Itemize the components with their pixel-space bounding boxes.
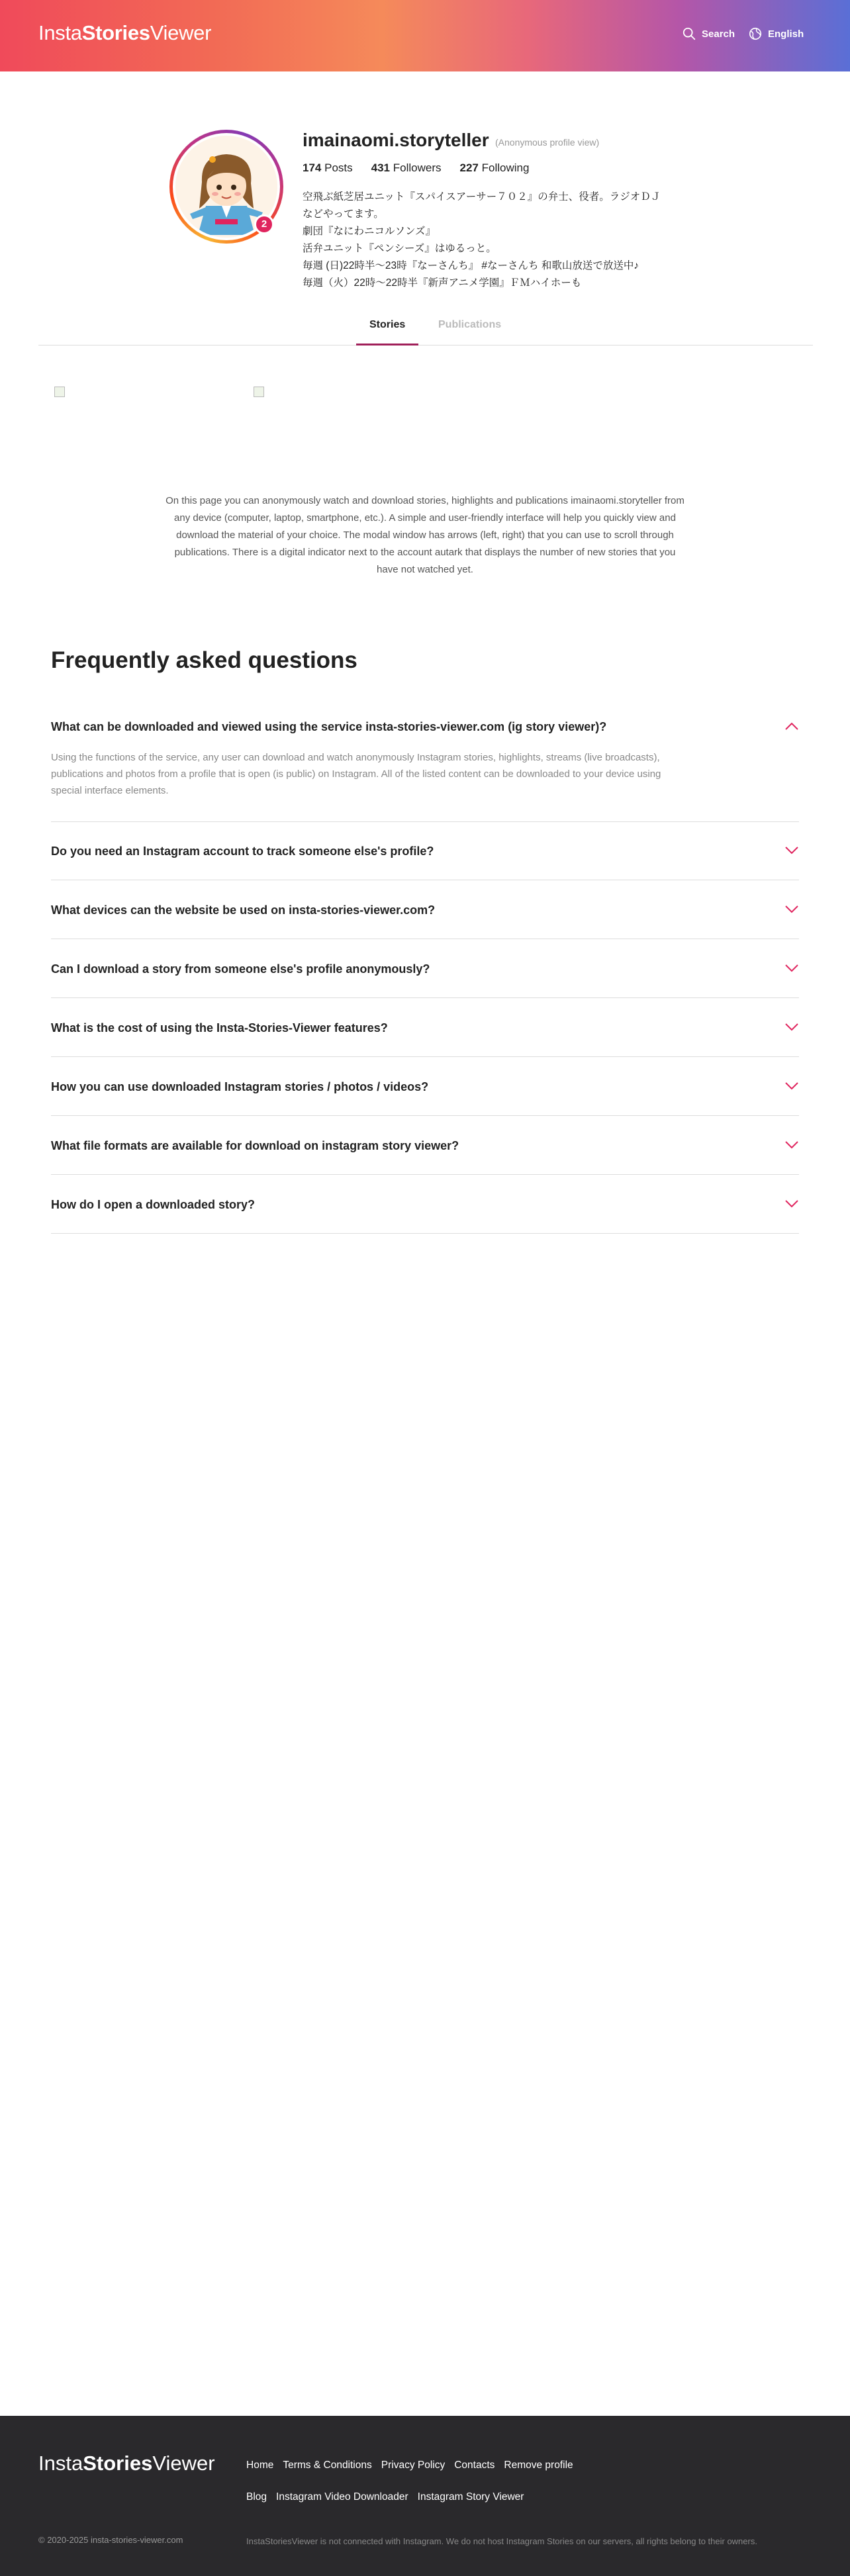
profile-avatar[interactable] — [169, 130, 283, 244]
story-thumbnail[interactable] — [254, 387, 264, 397]
language-selector[interactable] — [748, 26, 804, 41]
faq-item[interactable] — [51, 1080, 799, 1116]
tab-stories[interactable]: Stories — [356, 319, 418, 345]
search-icon — [682, 26, 696, 41]
footer-logo[interactable] — [38, 2452, 215, 2475]
footer-link-contacts[interactable]: Contacts — [454, 2460, 495, 2471]
faq-item[interactable] — [51, 1198, 799, 1234]
logo-text-insta: Insta — [38, 2452, 83, 2475]
content-tabs — [38, 316, 813, 345]
footer-link-home[interactable]: Home — [246, 2460, 274, 2471]
bio-line: 活弁ユニット『ペンシーズ』はゆるっと。 — [303, 243, 496, 254]
profile-bio — [303, 189, 673, 292]
bio-line: 空飛ぶ紙芝居ユニット『スパイスアーサー７０２』の弁士、役者。ラジオＤＪ — [303, 191, 661, 203]
footer-links-row2 — [246, 2491, 524, 2503]
faq-question[interactable]: What can be downloaded and viewed using the service insta-stories-viewer.com (ig story viewer)? — [51, 720, 607, 733]
chevron-down-icon[interactable] — [784, 846, 799, 855]
bio-line: などやってます。 — [303, 208, 384, 220]
site-logo[interactable] — [38, 21, 211, 45]
logo-text-insta: Insta — [38, 21, 82, 44]
faq-item[interactable] — [51, 962, 799, 998]
footer-link-story-viewer[interactable]: Instagram Story Viewer — [417, 2491, 524, 2503]
faq-question[interactable]: What is the cost of using the Insta-Stories-Viewer features? — [51, 1021, 388, 1035]
search-label: Search — [702, 28, 735, 40]
faq-item[interactable] — [51, 1139, 799, 1175]
chevron-down-icon[interactable] — [784, 1140, 799, 1150]
chevron-up-icon[interactable] — [784, 721, 799, 731]
footer-link-blog[interactable]: Blog — [246, 2491, 267, 2503]
language-label: English — [768, 28, 804, 40]
faq-item[interactable] — [51, 720, 799, 822]
chevron-down-icon[interactable] — [784, 1023, 799, 1032]
chevron-down-icon[interactable] — [784, 1199, 799, 1209]
following-stat: 227 Following — [459, 161, 530, 174]
faq-question[interactable]: What devices can the website be used on insta-stories-viewer.com? — [51, 903, 436, 917]
globe-icon — [748, 26, 763, 41]
search-link[interactable] — [682, 26, 735, 41]
faq-question[interactable]: What file formats are available for download on instagram story viewer? — [51, 1139, 459, 1152]
footer-link-remove-profile[interactable]: Remove profile — [504, 2460, 573, 2471]
faq-question[interactable]: How do I open a downloaded story? — [51, 1198, 256, 1211]
posts-stat: 174 Posts — [303, 161, 353, 174]
faq-item[interactable] — [51, 903, 799, 939]
logo-text-viewer: Viewer — [150, 21, 212, 44]
chevron-down-icon[interactable] — [784, 1081, 799, 1091]
faq-question[interactable]: Can I download a story from someone else's profile anonymously? — [51, 962, 430, 976]
bio-line: 劇団『なにわニコルソンズ』 — [303, 226, 436, 237]
story-thumbnail[interactable] — [54, 387, 65, 397]
site-header — [0, 0, 850, 71]
faq-question[interactable]: How you can use downloaded Instagram stories / photos / videos? — [51, 1080, 429, 1093]
footer-link-terms[interactable]: Terms & Conditions — [283, 2460, 372, 2471]
footer-link-privacy[interactable]: Privacy Policy — [381, 2460, 446, 2471]
profile-stats — [303, 161, 529, 175]
faq-title: Frequently asked questions — [51, 647, 357, 673]
tab-publications[interactable]: Publications — [438, 319, 502, 330]
site-footer — [0, 2416, 850, 2576]
logo-text-stories: Stories — [83, 2452, 153, 2475]
faq-item[interactable] — [51, 1021, 799, 1057]
profile-username: imainaomi.storyteller — [303, 130, 489, 150]
page-description: On this page you can anonymously watch and download stories, highlights and publications imainaomi.storyteller from any device (computer, laptop, smartphone, etc.). A simple and user-friendly interface will help you quickly view and download the material of your choice. The modal window has arrows (left, right) that you can use to scroll through publications. There is a digital indicator next to the account autark that displays the number of new stories that you have not watched yet. — [165, 495, 685, 575]
chevron-down-icon[interactable] — [784, 964, 799, 973]
logo-text-stories: Stories — [81, 21, 150, 44]
bio-line: 毎週（火）22時〜22時半『新声アニメ学園』ＦＭハイホーも — [303, 277, 582, 289]
bio-line: 毎週 (日)22時半〜23時『なーさんち』 #なーさんち 和歌山放送で放送中♪ — [303, 260, 639, 271]
chevron-down-icon[interactable] — [784, 905, 799, 914]
footer-links-row1 — [246, 2460, 573, 2471]
footer-disclaimer: InstaStoriesViewer is not connected with Instagram. We do not host Instagram Stories on our servers, all rights belong to their owners. — [246, 2536, 757, 2546]
logo-text-viewer: Viewer — [152, 2452, 215, 2475]
anonymous-view-note: (Anonymous profile view) — [495, 137, 600, 148]
followers-stat: 431 Followers — [371, 161, 442, 174]
faq-item[interactable] — [51, 845, 799, 880]
faq-answer: Using the functions of the service, any user can download and watch anonymously Instagram stories, highlights, streams (live broadcasts), publications and photos from a profile that is open (is public) on Instagram. All of the listed content can be downloaded to your device using special interface elements. — [51, 752, 661, 796]
footer-copyright: © 2020-2025 insta-stories-viewer.com — [38, 2535, 183, 2545]
new-stories-badge: 2 — [254, 214, 274, 234]
faq-question[interactable]: Do you need an Instagram account to track someone else's profile? — [51, 845, 434, 858]
footer-link-video-downloader[interactable]: Instagram Video Downloader — [276, 2491, 408, 2503]
